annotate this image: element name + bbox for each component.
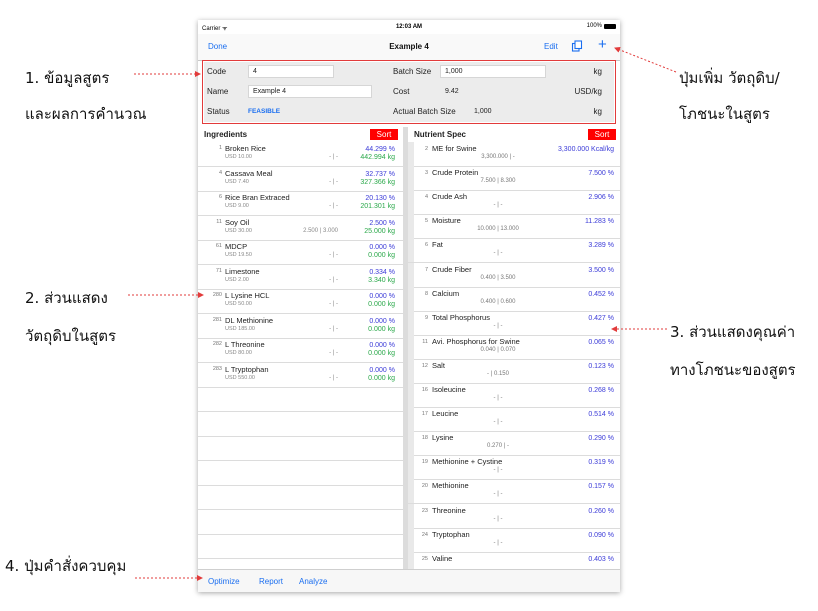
status-label: Status bbox=[207, 107, 230, 116]
nutrient-name: Valine bbox=[432, 553, 453, 563]
ingredient-price: USD 19.50 bbox=[225, 252, 252, 258]
ingredient-name: Broken Rice bbox=[225, 144, 266, 153]
ingredient-kg: 0.000 kg bbox=[368, 350, 395, 357]
ingredient-percent: 44.299 % bbox=[365, 146, 395, 153]
name-label: Name bbox=[207, 87, 229, 96]
ingredient-number: 281 bbox=[212, 316, 222, 323]
nutrient-name: Fat bbox=[432, 240, 443, 250]
nutrient-name: Lysine bbox=[432, 433, 454, 443]
annotation-3-line1: 3. ส่วนแสดงคุณค่า bbox=[670, 323, 796, 341]
ingredient-kg: 0.000 kg bbox=[368, 252, 395, 259]
nutrient-limits: - | - bbox=[493, 395, 503, 401]
nutrient-number: 20 bbox=[421, 483, 428, 490]
ingredient-kg: 0.000 kg bbox=[368, 374, 395, 382]
optimize-button[interactable]: Optimize bbox=[208, 577, 240, 586]
ingredient-percent: 20.130 % bbox=[365, 195, 395, 202]
cost-value: 9.42 bbox=[445, 88, 459, 95]
annotation-5-line1: ปุ่มเพิ่ม วัตถุดิบ/ bbox=[679, 69, 780, 87]
nutrient-number: 2 bbox=[424, 146, 428, 152]
annotation-4-line1: 4. ปุ่มคำสั่งควบคุม bbox=[5, 557, 127, 575]
page-title: Example 4 bbox=[389, 42, 429, 51]
nutrient-name: Methionine + Cystine bbox=[432, 457, 503, 467]
ingredient-name: Limestone bbox=[225, 266, 260, 276]
nutrient-limits: 7.500 | 8.300 bbox=[480, 178, 516, 185]
nutrient-name: Moisture bbox=[432, 216, 461, 226]
ingredient-kg: 0.000 kg bbox=[368, 325, 395, 333]
nutrient-value: 0.065 % bbox=[588, 338, 614, 346]
ingredient-number: 71 bbox=[215, 267, 222, 274]
ingredient-price: USD 2.00 bbox=[225, 276, 249, 283]
cost-unit: USD/kg bbox=[574, 87, 602, 96]
nutrient-limits: - | - bbox=[493, 322, 503, 329]
ingredient-percent: 0.334 % bbox=[369, 268, 395, 276]
nutrient-name: Leucine bbox=[432, 409, 459, 419]
batch-size-unit: kg bbox=[593, 67, 602, 76]
ingredient-price: USD 30.00 bbox=[225, 227, 252, 234]
nutrient-limits: 10.000 | 13.000 bbox=[477, 226, 519, 233]
nutrient-number: 23 bbox=[421, 507, 428, 514]
ingredient-limits: - | - bbox=[329, 276, 338, 283]
ingredient-kg: 0.000 kg bbox=[368, 301, 395, 308]
ingredient-limits: - | - bbox=[329, 203, 338, 209]
nutrients-title: Nutrient Spec bbox=[414, 130, 467, 139]
report-button[interactable]: Report bbox=[259, 577, 284, 586]
actual-batch-size-value: 1,000 bbox=[474, 108, 492, 115]
ingredient-name: L Tryptophan bbox=[225, 364, 269, 374]
nutrient-value: 0.403 % bbox=[588, 555, 614, 563]
arrow-5 bbox=[615, 48, 676, 72]
nutrient-value: 3.289 % bbox=[588, 242, 614, 250]
ingredient-price: USD 50.00 bbox=[225, 301, 252, 307]
nutrient-name: Threonine bbox=[432, 505, 466, 515]
clock: 12:03 AM bbox=[395, 24, 423, 30]
ingredient-percent: 32.737 % bbox=[365, 170, 395, 178]
done-button[interactable]: Done bbox=[208, 42, 228, 51]
nutrient-value: 0.514 % bbox=[588, 411, 614, 419]
ingredient-percent: 0.000 % bbox=[369, 293, 395, 300]
ingredient-limits: - | - bbox=[329, 350, 338, 356]
batch-size-label: Batch Size bbox=[393, 67, 432, 76]
nutrient-value: 3,300.000 Kcal/kg bbox=[557, 146, 614, 153]
nutrient-limits: - | - bbox=[493, 202, 503, 209]
annotation-3-line2: ทางโภชนะของสูตร bbox=[670, 361, 796, 379]
battery-percent: 100% bbox=[586, 23, 602, 29]
ingredient-limits: - | - bbox=[329, 325, 338, 332]
ingredient-kg: 201.301 kg bbox=[360, 203, 395, 210]
nutrient-limits: - | - bbox=[493, 539, 503, 546]
annotation-2-line2: วัตถุดิบในสูตร bbox=[25, 327, 117, 345]
nutrient-limits: 0.270 | - bbox=[487, 443, 509, 450]
ingredient-number: 11 bbox=[216, 218, 222, 225]
nutrient-name: Salt bbox=[432, 360, 445, 370]
ingredient-price: USD 550.00 bbox=[225, 374, 255, 381]
nutrient-value: 0.090 % bbox=[588, 531, 614, 539]
ingredient-name: L Threonine bbox=[225, 340, 265, 349]
ingredient-limits: - | - bbox=[329, 374, 338, 381]
ingredient-name: Soy Oil bbox=[225, 217, 250, 227]
ingredient-number: 282 bbox=[212, 341, 222, 347]
nutrient-number: 4 bbox=[424, 194, 428, 201]
nutrient-number: 17 bbox=[421, 411, 428, 418]
nutrient-number: 18 bbox=[421, 435, 428, 442]
ingredient-kg: 3.340 kg bbox=[368, 276, 395, 284]
nutrient-value: 0.427 % bbox=[588, 314, 614, 322]
ingredient-kg: 327.366 kg bbox=[360, 178, 395, 186]
nutrient-value: 7.500 % bbox=[588, 170, 614, 178]
ingredient-number: 61 bbox=[215, 243, 222, 249]
nutrient-limits: 3,300.000 | - bbox=[481, 154, 515, 160]
ingredient-percent: 0.000 % bbox=[369, 244, 395, 251]
batch-size-field[interactable]: 1,000 bbox=[440, 65, 546, 78]
nutrient-name: Tryptophan bbox=[432, 529, 470, 539]
nutrient-name: Crude Protein bbox=[432, 168, 479, 178]
nutrient-number: 8 bbox=[424, 290, 428, 297]
nutrient-value: 0.452 % bbox=[588, 290, 614, 298]
actual-batch-size-unit: kg bbox=[593, 107, 602, 116]
nutrient-number: 12 bbox=[421, 362, 428, 369]
ingredient-limits: - | - bbox=[329, 252, 338, 258]
ingredient-limits: - | - bbox=[329, 154, 338, 160]
nutrient-name: Calcium bbox=[432, 288, 460, 298]
nutrient-limits: - | - bbox=[493, 491, 503, 498]
nutrient-name: Crude Ash bbox=[432, 192, 468, 202]
ingredient-number: 283 bbox=[212, 365, 222, 372]
ingredient-percent: 0.000 % bbox=[369, 342, 395, 349]
nutrient-value: 0.290 % bbox=[588, 435, 614, 443]
ingredient-price: USD 185.00 bbox=[225, 325, 255, 332]
nutrient-limits: 0.400 | 0.600 bbox=[480, 298, 516, 305]
ingredient-name: L Lysine HCL bbox=[225, 291, 270, 300]
nutrient-limits: - | - bbox=[493, 467, 503, 474]
ingredient-limits: 2.500 | 3.000 bbox=[303, 227, 338, 234]
annotation-1-line2: และผลการคำนวณ bbox=[25, 105, 147, 123]
nutrient-value: 0.260 % bbox=[588, 507, 614, 515]
annotation-1-line1: 1. ข้อมูลสูตร bbox=[25, 69, 110, 87]
nutrients-sort-button[interactable]: Sort bbox=[588, 129, 616, 140]
ingredient-name: DL Methionine bbox=[225, 315, 274, 325]
add-button[interactable]: + bbox=[598, 36, 607, 53]
ingredient-limits: - | - bbox=[329, 178, 338, 185]
nutrient-number: 19 bbox=[421, 459, 428, 466]
carrier-label: Carrier ᯤ bbox=[202, 26, 228, 32]
nutrient-name: Avi. Phosphorus for Swine bbox=[432, 336, 520, 346]
code-field[interactable]: 4 bbox=[248, 65, 334, 78]
ingredient-kg: 442.994 kg bbox=[360, 154, 395, 161]
nutrient-name: Isoleucine bbox=[432, 385, 466, 394]
ingredient-number: 1 bbox=[218, 145, 222, 151]
edit-button[interactable]: Edit bbox=[544, 42, 558, 51]
ingredient-price: USD 7.40 bbox=[225, 178, 249, 185]
nutrient-number: 3 bbox=[424, 170, 428, 177]
analyze-button[interactable]: Analyze bbox=[299, 577, 328, 586]
ingredient-number: 280 bbox=[212, 292, 222, 298]
cost-label: Cost bbox=[393, 87, 410, 96]
ingredient-percent: 0.000 % bbox=[369, 317, 395, 325]
ingredient-limits: - | - bbox=[329, 301, 338, 307]
annotation-2-line1: 2. ส่วนแสดง bbox=[25, 289, 108, 307]
actual-batch-size-label: Actual Batch Size bbox=[393, 107, 456, 116]
nutrient-number: 24 bbox=[421, 531, 428, 538]
nutrient-number: 11 bbox=[422, 338, 428, 345]
nutrient-name: ME for Swine bbox=[432, 144, 477, 153]
nutrient-limits: - | 0.150 bbox=[487, 370, 509, 377]
nutrient-name: Methionine bbox=[432, 481, 469, 491]
ingredients-title: Ingredients bbox=[204, 130, 248, 139]
ingredients-sort-button[interactable]: Sort bbox=[370, 129, 398, 140]
nutrient-name: Total Phosphorus bbox=[432, 312, 490, 322]
ingredient-percent: 2.500 % bbox=[369, 219, 395, 227]
ingredient-percent: 0.000 % bbox=[369, 366, 395, 374]
ingredient-price: USD 10.00 bbox=[225, 154, 252, 160]
nutrient-value: 2.906 % bbox=[588, 194, 614, 202]
nutrient-value: 11.283 % bbox=[584, 218, 614, 226]
nutrient-value: 0.319 % bbox=[588, 459, 614, 467]
nutrient-value: 0.157 % bbox=[588, 483, 614, 491]
nutrient-number: 6 bbox=[424, 242, 428, 249]
nutrient-value: 3.500 % bbox=[588, 266, 614, 274]
ingredient-price: USD 80.00 bbox=[225, 350, 252, 356]
ingredient-number: 4 bbox=[218, 169, 222, 176]
ingredient-name: Cassava Meal bbox=[225, 168, 273, 178]
nutrient-number: 5 bbox=[424, 218, 428, 225]
code-label: Code bbox=[207, 67, 227, 76]
nutrient-limits: - | - bbox=[493, 515, 503, 522]
nutrient-value: 0.123 % bbox=[588, 362, 614, 370]
nutrient-limits: - | - bbox=[493, 419, 503, 426]
name-field[interactable]: Example 4 bbox=[248, 85, 372, 98]
nutrient-number: 7 bbox=[424, 266, 428, 273]
nutrient-number: 16 bbox=[421, 387, 428, 393]
annotation-5-line2: โภชนะในสูตร bbox=[679, 105, 770, 123]
nutrient-limits: 0.400 | 3.500 bbox=[480, 274, 516, 281]
nutrient-value: 0.268 % bbox=[588, 387, 614, 394]
status-badge: FEASIBLE bbox=[248, 108, 281, 115]
ingredient-name: Rice Bran Extraced bbox=[225, 193, 290, 202]
ingredient-number: 6 bbox=[218, 194, 222, 200]
ingredient-kg: 25.000 kg bbox=[364, 227, 395, 235]
ingredient-name: MDCP bbox=[225, 242, 248, 251]
nutrient-limits: 0.040 | 0.070 bbox=[480, 346, 516, 353]
nutrient-name: Crude Fiber bbox=[432, 264, 472, 274]
nutrient-limits: - | - bbox=[493, 250, 503, 257]
nutrient-number: 25 bbox=[421, 555, 428, 562]
ingredient-price: USD 9.00 bbox=[225, 203, 249, 209]
nutrient-number: 9 bbox=[424, 314, 428, 321]
